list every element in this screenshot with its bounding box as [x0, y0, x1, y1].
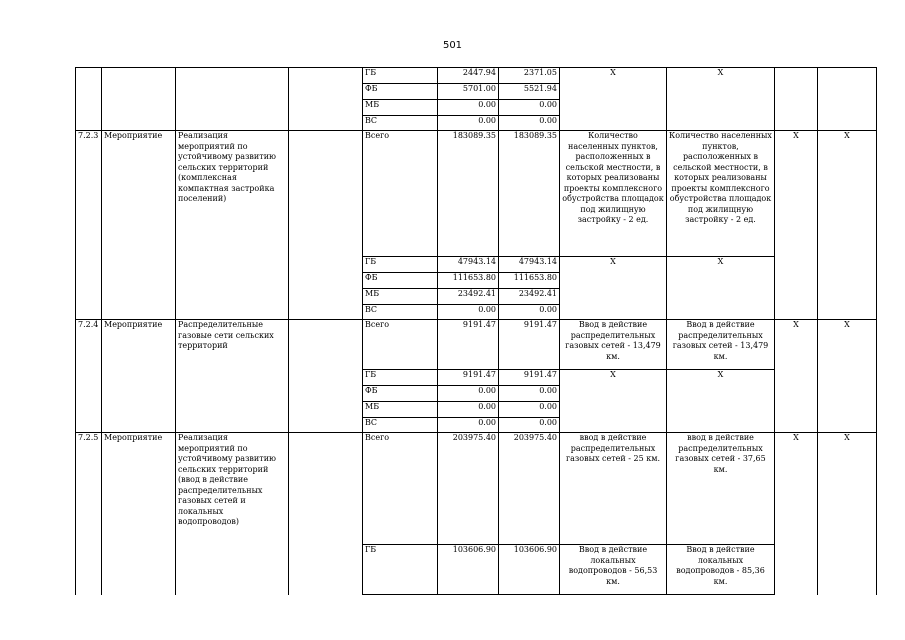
value-cell: 183089.35 — [499, 131, 560, 257]
item-name: Реализация мероприятий по устойчивому развитию сельских территорий (ввод в действие распределительных газовых сетей и локальных водопроводов) — [176, 433, 289, 595]
source-cell: ФБ — [363, 273, 438, 289]
value-cell: 0.00 — [499, 402, 560, 418]
value-cell: 9191.47 — [438, 320, 499, 370]
value-cell: 9191.47 — [499, 320, 560, 370]
indicator-cell: Количество населенных пунктов, расположенных в сельской местности, в которых реализованы проекты комплексного обустройства площадок под жилищную застройку - 2 ед. — [667, 131, 775, 257]
value-cell: 9191.47 — [438, 370, 499, 386]
indicator-cell: Ввод в действие локальных водопроводов - 85,36 км. — [667, 545, 775, 595]
value-cell: 203975.40 — [499, 433, 560, 545]
source-cell: Всего — [363, 433, 438, 545]
indicator-cell: X — [667, 68, 775, 131]
value-cell: 0.00 — [438, 116, 499, 131]
source-cell: МБ — [363, 100, 438, 116]
source-cell: ГБ — [363, 257, 438, 273]
table-row — [76, 68, 877, 84]
table-row — [76, 320, 877, 370]
source-cell: ГБ — [363, 545, 438, 595]
indicator-cell: X — [667, 370, 775, 433]
item-code: 7.2.3 — [76, 131, 102, 320]
indicator-cell: X — [667, 257, 775, 320]
item-code: 7.2.5 — [76, 433, 102, 595]
value-cell: 103606.90 — [438, 545, 499, 595]
value-cell: 5701.00 — [438, 84, 499, 100]
value-cell: 111653.80 — [438, 273, 499, 289]
value-cell: 5521.94 — [499, 84, 560, 100]
x-mark: X — [818, 320, 877, 433]
value-cell: 0.00 — [438, 418, 499, 433]
value-cell: 0.00 — [438, 386, 499, 402]
table-row — [76, 131, 877, 257]
indicator-cell: Ввод в действие распределительных газовых сетей - 13,479 км. — [667, 320, 775, 370]
x-mark: X — [775, 320, 818, 433]
item-type: Мероприятие — [102, 131, 176, 320]
x-mark: X — [818, 131, 877, 320]
source-cell: ВС — [363, 305, 438, 320]
value-cell: 47943.14 — [438, 257, 499, 273]
program-table — [75, 67, 877, 595]
source-cell: Всего — [363, 131, 438, 257]
value-cell: 47943.14 — [499, 257, 560, 273]
indicator-cell: X — [560, 257, 667, 320]
value-cell: 23492.41 — [499, 289, 560, 305]
x-mark: X — [818, 433, 877, 595]
source-cell: ГБ — [363, 370, 438, 386]
value-cell: 2371.05 — [499, 68, 560, 84]
item-type: Мероприятие — [102, 433, 176, 595]
source-cell: ВС — [363, 418, 438, 433]
indicator-cell: X — [560, 370, 667, 433]
value-cell: 203975.40 — [438, 433, 499, 545]
value-cell: 9191.47 — [499, 370, 560, 386]
source-cell: МБ — [363, 402, 438, 418]
indicator-cell: Количество населенных пунктов, расположенных в сельской местности, в которых реализованы проекты комплексного обустройства площадок под жилищную застройку - 2 ед. — [560, 131, 667, 257]
source-cell: ФБ — [363, 386, 438, 402]
value-cell: 0.00 — [499, 305, 560, 320]
source-cell: ГБ — [363, 68, 438, 84]
source-cell: ФБ — [363, 84, 438, 100]
page-number: 501 — [442, 40, 463, 51]
item-code: 7.2.4 — [76, 320, 102, 433]
source-cell: МБ — [363, 289, 438, 305]
source-cell: Всего — [363, 320, 438, 370]
value-cell: 0.00 — [438, 100, 499, 116]
value-cell: 111653.80 — [499, 273, 560, 289]
indicator-cell: Ввод в действие распределительных газовых сетей - 13,479 км. — [560, 320, 667, 370]
value-cell: 0.00 — [499, 100, 560, 116]
value-cell: 0.00 — [438, 402, 499, 418]
table-row — [76, 433, 877, 545]
x-mark: X — [775, 433, 818, 595]
value-cell: 23492.41 — [438, 289, 499, 305]
value-cell: 0.00 — [499, 386, 560, 402]
indicator-cell: ввод в действие распределительных газовых сетей - 25 км. — [560, 433, 667, 545]
item-type: Мероприятие — [102, 320, 176, 433]
value-cell: 2447.94 — [438, 68, 499, 84]
source-cell: ВС — [363, 116, 438, 131]
item-name: Реализация мероприятий по устойчивому развитию сельских территорий (комплексная компактная застройка поселений) — [176, 131, 289, 320]
indicator-cell: Ввод в действие локальных водопроводов - 56,53 км. — [560, 545, 667, 595]
x-mark: X — [775, 131, 818, 320]
indicator-cell: ввод в действие распределительных газовых сетей - 37,65 км. — [667, 433, 775, 545]
value-cell: 103606.90 — [499, 545, 560, 595]
indicator-cell: X — [560, 68, 667, 131]
value-cell: 183089.35 — [438, 131, 499, 257]
item-name: Распределительные газовые сети сельских территорий — [176, 320, 289, 433]
value-cell: 0.00 — [438, 305, 499, 320]
value-cell: 0.00 — [499, 418, 560, 433]
value-cell: 0.00 — [499, 116, 560, 131]
